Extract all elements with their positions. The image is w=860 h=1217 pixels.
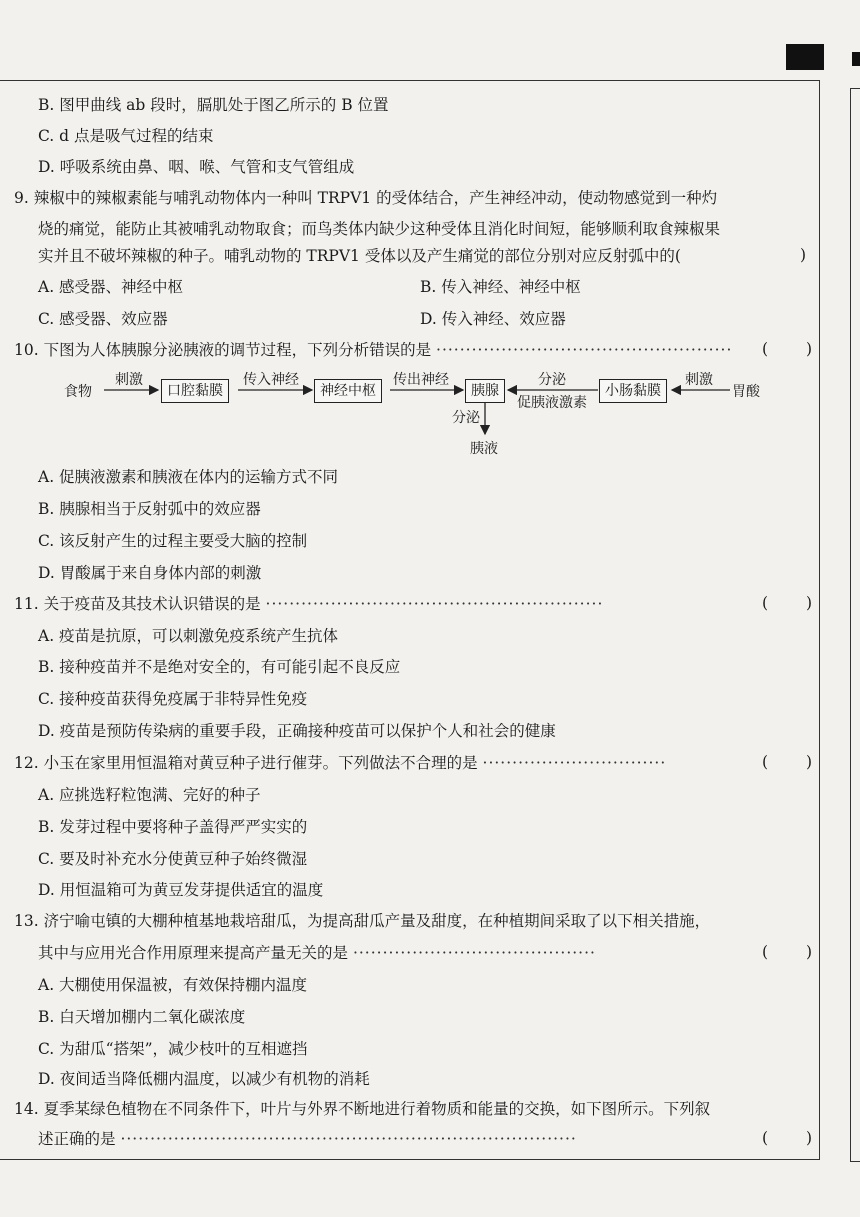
q12-option-d: D. 用恒温箱可为黄豆发芽提供适宜的温度: [38, 881, 324, 899]
q13-option-c: C. 为甜瓜“搭架”，减少枝叶的互相遮挡: [38, 1040, 308, 1058]
leader-dots: ·············································································: [120, 1130, 577, 1148]
label-secrete-2: 分泌: [452, 410, 480, 426]
page-tab-marker-right: [852, 52, 860, 66]
q12-option-c: C. 要及时补充水分使黄豆种子始终微湿: [38, 850, 308, 868]
q10-paren-open: (: [762, 340, 769, 358]
q10-option-a: A. 促胰液激素和胰液在体内的运输方式不同: [38, 468, 339, 486]
q13-paren-close: ): [806, 943, 813, 961]
q11-paren-close: ): [806, 594, 813, 612]
q9-stem-line1: 9. 辣椒中的辣椒素能与哺乳动物体内一种叫 TRPV1 的受体结合，产生神经冲动，使动物感觉到一种灼: [14, 189, 718, 207]
q12-paren-close: ): [806, 753, 813, 771]
q12-stem-text: 12. 小玉在家里用恒温箱对黄豆种子进行催芽。下列做法不合理的是: [14, 754, 478, 772]
leader-dots: ·········································: [352, 944, 596, 962]
q10-option-d: D. 胃酸属于来自身体内部的刺激: [38, 564, 262, 582]
q11-option-b: B. 接种疫苗并不是绝对安全的，有可能引起不良反应: [38, 658, 401, 676]
label-food: 食物: [64, 384, 92, 400]
q13-stem-line1: 13. 济宁喻屯镇的大棚种植基地栽培甜瓜，为提高甜瓜产量及甜度，在种植期间采取了以下相关措施，: [14, 912, 711, 930]
box-small-intestine-mucosa: 小肠黏膜: [599, 379, 667, 403]
leader-dots: ·······························: [482, 754, 667, 772]
q10-paren-close: ): [806, 340, 813, 358]
q14-paren-open: (: [762, 1129, 769, 1147]
q14-stem-line2: [38, 1129, 577, 1149]
q9-stem-line3: 实并且不破坏辣椒的种子。哺乳动物的 TRPV1 受体以及产生痛觉的部位分别对应反射弧中的(: [38, 247, 681, 265]
q13-option-b: B. 白天增加棚内二氧化碳浓度: [38, 1008, 246, 1026]
q13-paren-open: (: [762, 943, 769, 961]
box-pancreas: 胰腺: [465, 379, 505, 403]
content-frame: [0, 80, 820, 1160]
q9-option-b: B. 传入神经、神经中枢: [420, 278, 581, 296]
q12-option-a: A. 应挑选籽粒饱满、完好的种子: [38, 786, 261, 804]
label-secretin: 促胰液激素: [517, 395, 587, 411]
q9-option-c: C. 感受器、效应器: [38, 310, 168, 328]
q13-stem-text: 其中与应用光合作用原理来提高产量无关的是: [38, 944, 349, 962]
page-tab-marker: [786, 44, 824, 70]
q11-option-a: A. 疫苗是抗原，可以刺激免疫系统产生抗体: [38, 627, 339, 645]
q14-stem-text: 述正确的是: [38, 1130, 116, 1148]
q11-option-d: D. 疫苗是预防传染病的重要手段，正确接种疫苗可以保护个人和社会的健康: [38, 722, 556, 740]
q13-stem-line2: [38, 943, 596, 963]
q12-option-b: B. 发芽过程中要将种子盖得严严实实的: [38, 818, 308, 836]
q13-option-a: A. 大棚使用保温被，有效保持棚内温度: [38, 976, 308, 994]
pancreas-regulation-diagram: [60, 368, 780, 464]
q9-option-a: A. 感受器、神经中枢: [38, 278, 184, 296]
leader-dots: ·························································: [265, 595, 604, 613]
q10-stem: [14, 340, 732, 360]
q8-option-b: B. 图甲曲线 ab 段时，膈肌处于图乙所示的 B 位置: [38, 96, 389, 114]
label-gastric-acid: 胃酸: [732, 384, 760, 400]
q11-stem: [14, 594, 603, 614]
label-stimulus-1: 刺激: [115, 372, 143, 388]
label-secrete-1: 分泌: [538, 372, 566, 388]
q11-stem-text: 11. 关于疫苗及其技术认识错误的是: [14, 595, 261, 613]
q10-stem-text: 10. 下图为人体胰腺分泌胰液的调节过程，下列分析错误的是: [14, 341, 432, 359]
q12-stem: [14, 753, 666, 773]
next-column-frame: [850, 88, 860, 1162]
q11-option-c: C. 接种疫苗获得免疫属于非特异性免疫: [38, 690, 308, 708]
label-stimulus-2: 刺激: [685, 372, 713, 388]
leader-dots: ··················································: [436, 341, 733, 359]
q14-stem-line1: 14. 夏季某绿色植物在不同条件下，叶片与外界不断地进行着物质和能量的交换，如下图所示。下列叙: [14, 1100, 711, 1118]
label-efferent-nerve: 传出神经: [393, 372, 449, 388]
q14-paren-close: ): [806, 1129, 813, 1147]
q9-answer-paren: ): [800, 246, 807, 264]
q9-stem-line2: 烧的痛觉，能防止其被哺乳动物取食；而鸟类体内缺少这种受体且消化时间短，能够顺利取食辣椒果: [38, 220, 721, 238]
label-pancreatic-juice: 胰液: [470, 441, 498, 457]
q10-option-b: B. 胰腺相当于反射弧中的效应器: [38, 500, 261, 518]
q13-option-d: D. 夜间适当降低棚内温度，以减少有机物的消耗: [38, 1070, 370, 1088]
label-afferent-nerve: 传入神经: [243, 372, 299, 388]
q9-option-d: D. 传入神经、效应器: [420, 310, 566, 328]
q12-paren-open: (: [762, 753, 769, 771]
box-oral-mucosa: 口腔黏膜: [161, 379, 229, 403]
q11-paren-open: (: [762, 594, 769, 612]
box-nerve-center: 神经中枢: [314, 379, 382, 403]
q8-option-d: D. 呼吸系统由鼻、咽、喉、气管和支气管组成: [38, 158, 355, 176]
q10-option-c: C. 该反射产生的过程主要受大脑的控制: [38, 532, 308, 550]
q8-option-c: C. d 点是吸气过程的结束: [38, 127, 214, 145]
